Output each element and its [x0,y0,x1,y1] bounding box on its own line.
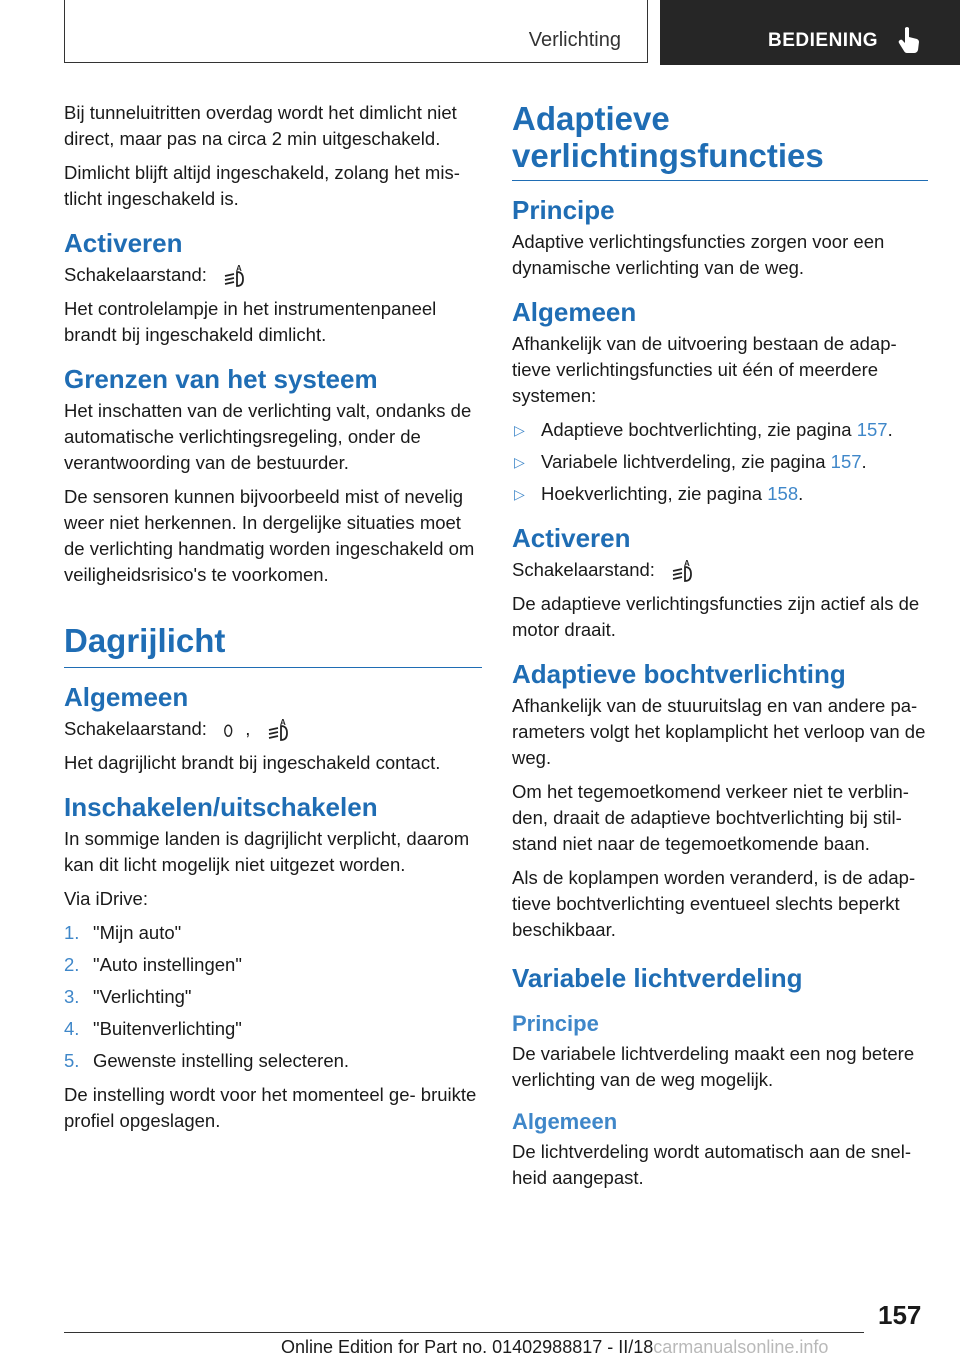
right-column [512,100,928,1199]
watermark-text: carmanualsonline.info [653,1337,829,1357]
paragraph: In sommige landen is dagrijlicht verplicht, daarom kan dit licht mogelijk niet uitgezet worden. [64,828,470,876]
paragraph: Om het tegemoetkomend verkeer niet te verblin‐ den, draait de adaptieve bochtverlichting bij stil‐ stand niet naar de tegemoetkomende baan. [512,781,909,855]
switch-position-line [64,716,482,742]
step-item: 3. "Verlichting" [64,986,192,1008]
paragraph: Via iDrive: [64,888,148,910]
arrow-bullet-icon: ▷ [514,454,525,470]
header-chapter-label: BEDIENING [768,30,879,51]
page-reference-link[interactable]: 157 [856,419,888,440]
switch-position-line [512,557,928,583]
header-section-title: Verlichting [528,29,621,51]
list-item: ▷ Hoekverlichting, zie pagina 158. [512,481,928,507]
heading-activeren: Activeren [512,523,631,553]
footer-rule [64,1332,864,1333]
paragraph: Het dagrijlicht brandt bij ingeschakeld contact. [64,752,441,774]
step-item: 5. Gewenste instelling selecteren. [64,1050,350,1072]
heading-activeren: Activeren [64,228,183,258]
edition-text: Online Edition for Part no. 01402988817 - II/18 [281,1337,654,1357]
auto-headlight-icon [266,718,292,742]
paragraph: Bij tunneluitritten overdag wordt het dimlicht niet direct, maar pas na circa 2 min uitgeschakeld. [64,102,457,149]
page-reference-link[interactable]: 158 [767,483,799,504]
header-section-box [64,0,648,63]
arrow-bullet-icon: ▷ [514,486,525,502]
paragraph: Adaptive verlichtingsfuncties zorgen voor een dynamische verlichting van de weg. [512,231,885,278]
switch-separator: , [245,718,251,740]
heading-grenzen: Grenzen van het systeem [64,364,378,395]
switch-zero-icon [222,718,240,742]
svg-text:A: A [236,264,242,274]
footer-edition [281,1337,828,1358]
systems-list [512,417,928,507]
page-number: 157 [878,1300,922,1330]
switch-label: Schakelaarstand: [512,559,655,580]
paragraph: Het controlelampje in het instrumentenpaneel brandt bij ingeschakeld dimlicht. [64,298,437,346]
heading-inschakelen: Inschakelen/uitschakelen [64,792,378,823]
paragraph: Als de koplampen worden veranderd, is de adap‐ tieve bochtverlichting eventueel slechts beperkt beschikbaar. [512,867,916,941]
left-column [64,100,482,1142]
heading-rule [512,180,928,181]
step-item: 1. "Mijn auto" [64,922,182,944]
auto-headlight-icon [222,264,248,288]
heading-variabele-lichtverdeling: Variabele lichtverdeling [512,963,803,994]
paragraph: Afhankelijk van de stuuruitslag en van andere pa‐ rameters volgt het koplamplicht het verloop van de weg. [512,695,926,769]
list-item: ▷ Variabele lichtverdeling, zie pagina 157. [512,449,928,475]
switch-label: Schakelaarstand: [64,718,207,740]
heading-principe: Principe [512,195,615,225]
paragraph: Afhankelijk van de uitvoering bestaan de adap‐ tieve verlichtingsfuncties uit één of meerdere systemen: [512,333,897,406]
arrow-bullet-icon: ▷ [514,422,525,438]
paragraph: De variabele lichtverdeling maakt een nog betere verlichting van de weg mogelijk. [512,1043,915,1091]
list-item: ▷ Adaptieve bochtverlichting, zie pagina 157. [512,417,928,443]
svg-text:A: A [279,718,286,728]
paragraph: De adaptieve verlichtingsfuncties zijn actief als de motor draait. [512,593,920,641]
subheading-principe: Principe [512,1011,599,1037]
heading-dagrijlicht: Dagrijlicht [64,622,226,660]
heading-rule [64,667,482,668]
pointing-hand-icon [898,26,920,54]
heading-algemeen: Algemeen [64,682,189,713]
paragraph: Dimlicht blijft altijd ingeschakeld, zolang het mis‐ tlicht ingeschakeld is. [64,162,460,209]
heading-algemeen: Algemeen [512,297,637,327]
switch-position-line [64,262,482,288]
paragraph: Het inschatten van de verlichting valt, ondanks de automatische verlichtingsregeling, onder de verantwoording van de bestuurder. [64,400,472,474]
header-chapter-tab [660,0,960,65]
step-item: 2. "Auto instellingen" [64,954,242,976]
paragraph: De instelling wordt voor het momenteel ge‐ bruikte profiel opgeslagen. [64,1084,477,1132]
paragraph: De lichtverdeling wordt automatisch aan de snel‐ heid aangepast. [512,1141,911,1189]
svg-text:A: A [684,559,690,569]
auto-headlight-icon [670,559,696,583]
step-item: 4. "Buitenverlichting" [64,1018,242,1040]
page-reference-link[interactable]: 157 [830,451,862,472]
switch-label: Schakelaarstand: [64,264,207,285]
heading-adaptieve-verlichtingsfuncties: Adaptieve verlichtingsfuncties [512,100,824,174]
heading-bochtverlichting: Adaptieve bochtverlichting [512,659,846,690]
paragraph: De sensoren kunnen bijvoorbeeld mist of nevelig weer niet herkennen. In dergelijke situaties moet de verlichting handmatig worden ingeschakeld om veiligheidsrisico's te voorkomen. [64,486,475,586]
subheading-algemeen: Algemeen [512,1109,618,1135]
idrive-steps [64,920,482,1074]
